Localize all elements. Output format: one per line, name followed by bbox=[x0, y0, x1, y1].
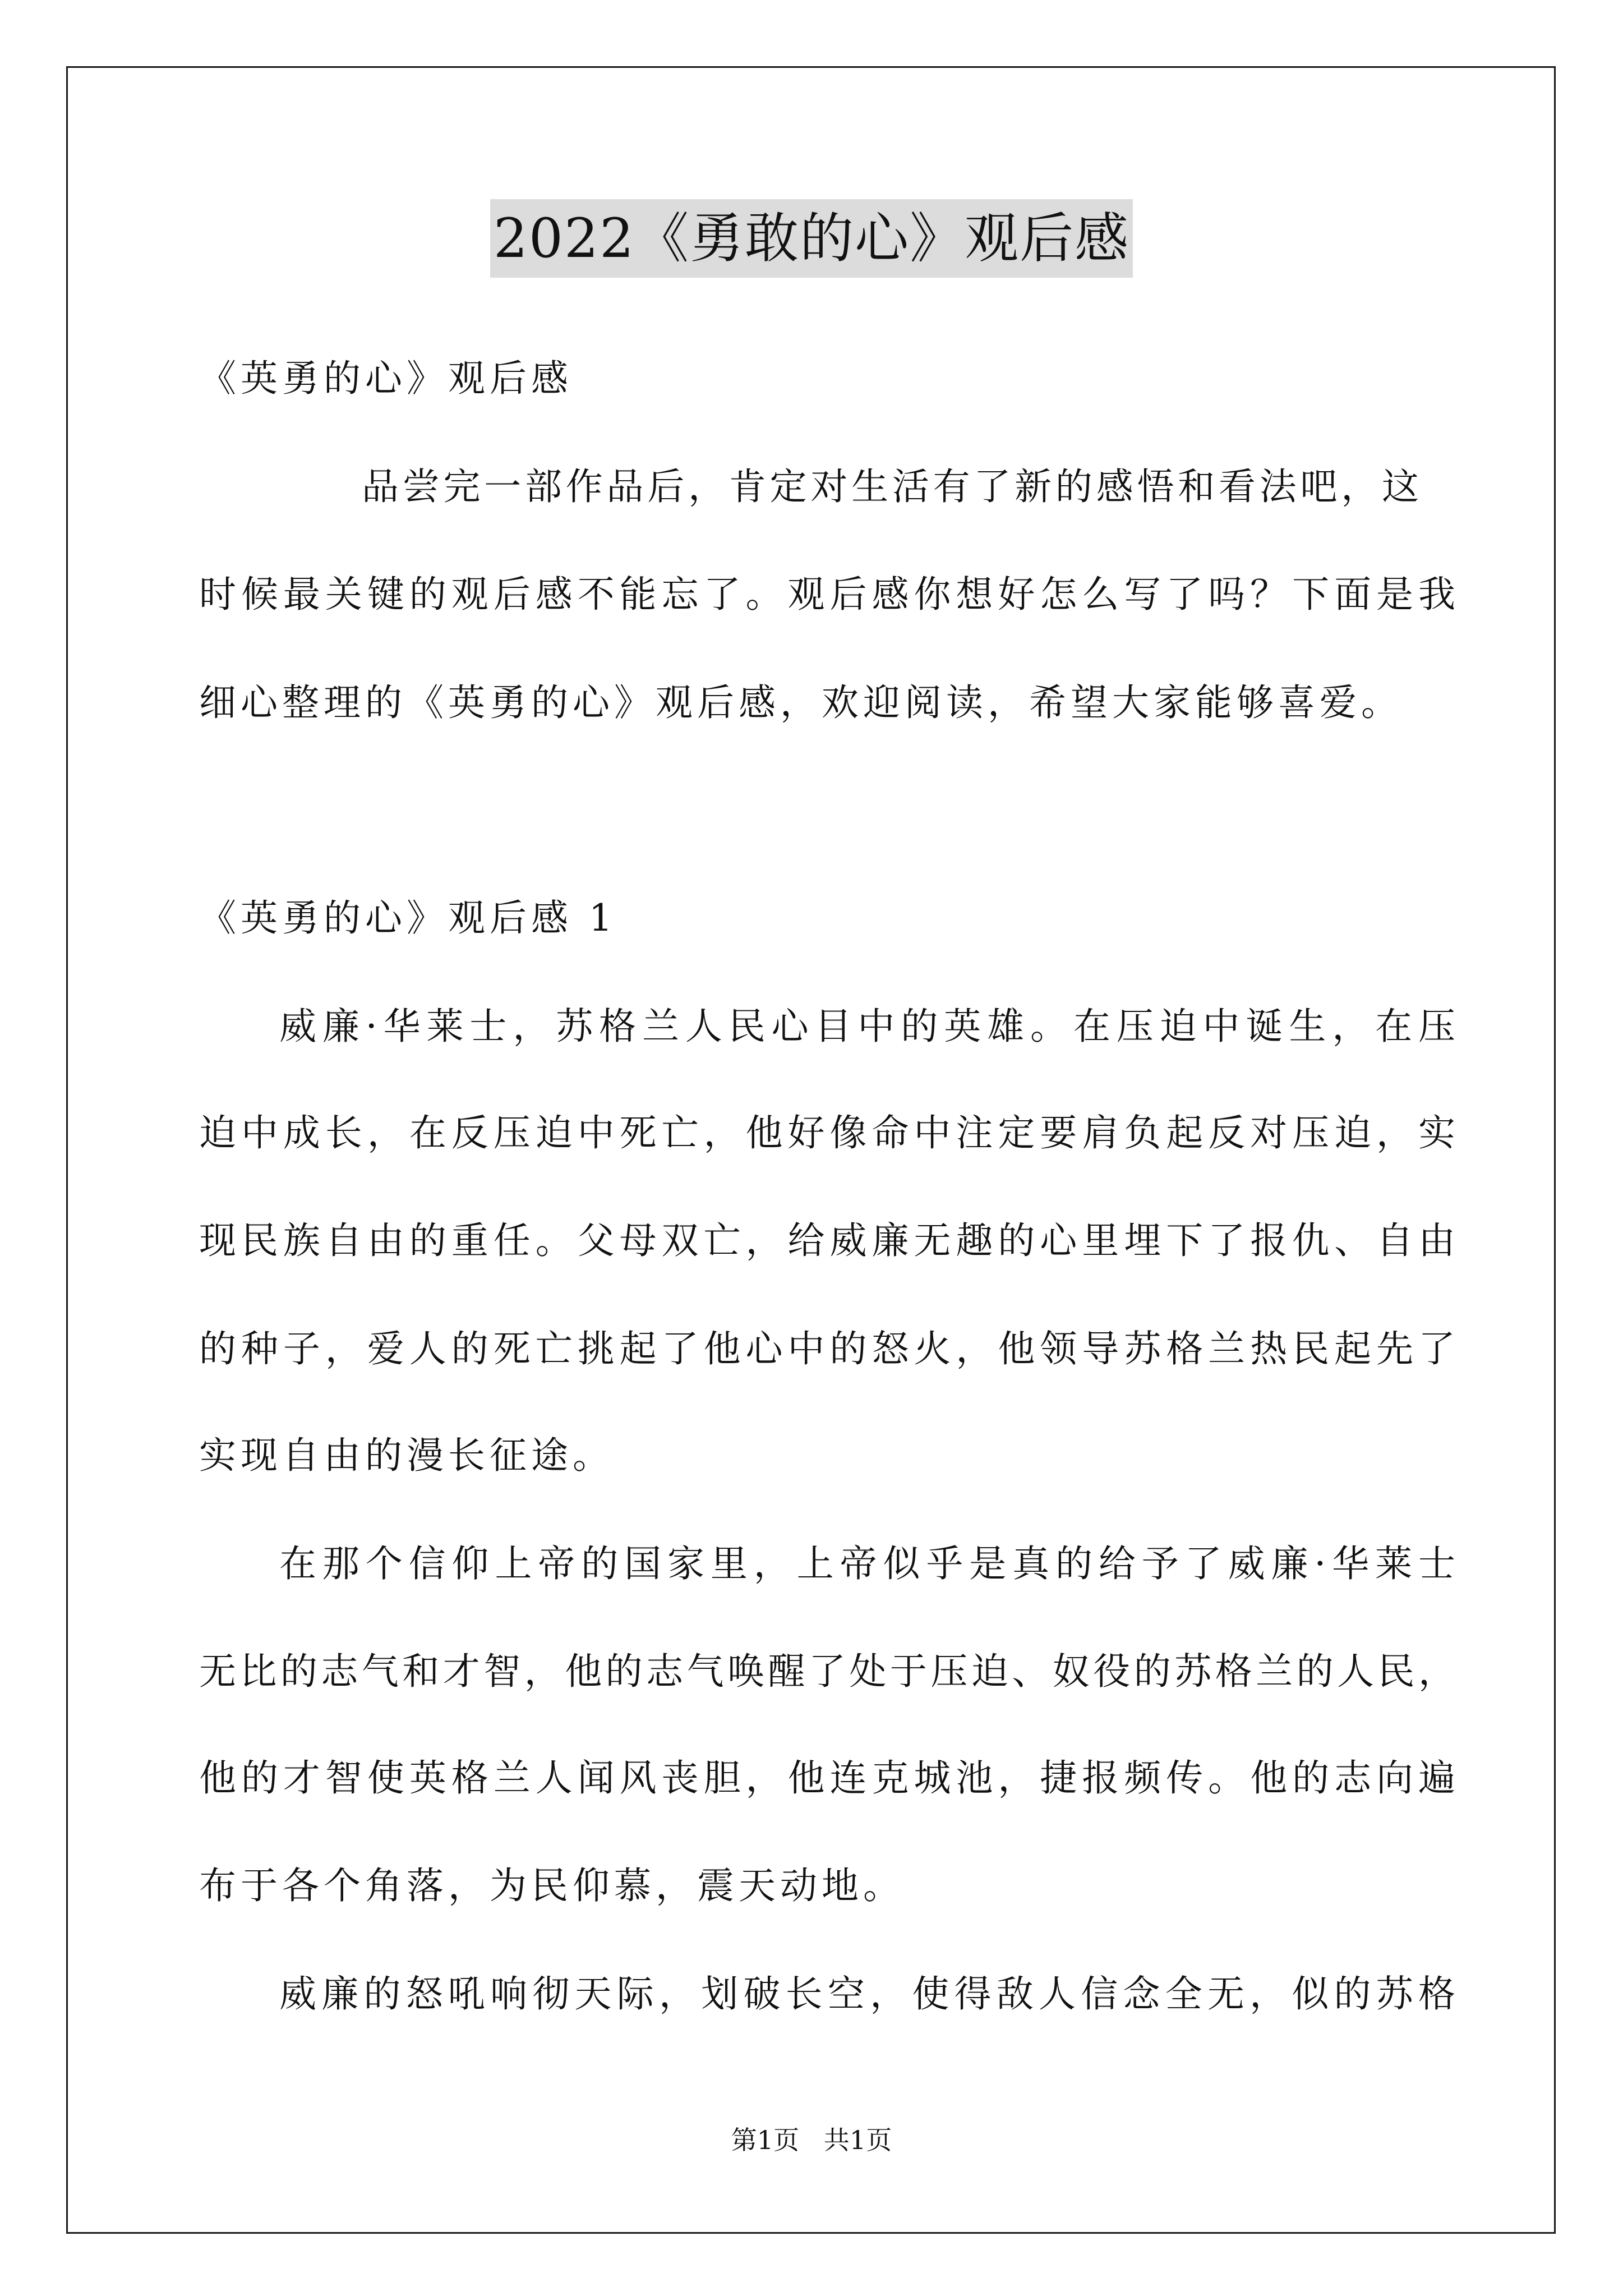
paragraph-line: 无比的志气和才智，他的志气唤醒了处于压迫、奴役的苏格兰的人民， bbox=[199, 1650, 1455, 1693]
paragraph-line: 的种子，爱人的死亡挑起了他心中的怒火，他领导苏格兰热民起先了 bbox=[199, 1327, 1455, 1370]
paragraph-line: 现民族自由的重任。父母双亡，给威廉无趣的心里埋下了报仇、自由 bbox=[199, 1219, 1455, 1262]
title-container bbox=[0, 199, 1623, 278]
intro-line: 品尝完一部作品后，肯定对生活有了新的感悟和看法吧，这 bbox=[362, 465, 1419, 508]
paragraph-line: 他的才智使英格兰人闻风丧胆，他连克城池，捷报频传。他的志向遍 bbox=[199, 1756, 1455, 1800]
paragraph-line: 在那个信仰上帝的国家里，上帝似乎是真的给予了威廉·华莱士 bbox=[279, 1542, 1455, 1585]
paragraph-line: 布于各个角落，为民仰慕，震天动地。 bbox=[199, 1864, 905, 1907]
document-title: 2022《勇敢的心》观后感 bbox=[490, 199, 1133, 278]
section-heading: 《英勇的心》观后感 1 bbox=[199, 896, 617, 940]
paragraph-line: 实现自由的漫长征途。 bbox=[199, 1434, 614, 1477]
paragraph-line: 迫中成长，在反压迫中死亡，他好像命中注定要肩负起反对压迫，实 bbox=[199, 1111, 1455, 1154]
subtitle: 《英勇的心》观后感 bbox=[199, 357, 573, 400]
page-number: 第1页 共1页 bbox=[731, 2125, 892, 2155]
intro-line: 细心整理的《英勇的心》观后感，欢迎阅读，希望大家能够喜爱。 bbox=[199, 681, 1403, 724]
paragraph-line: 威廉·华莱士，苏格兰人民心目中的英雄。在压迫中诞生，在压 bbox=[279, 1005, 1455, 1048]
paragraph-line: 威廉的怒吼响彻天际，划破长空，使得敌人信念全无，似的苏格 bbox=[279, 1972, 1455, 2016]
intro-line: 时候最关键的观后感不能忘了。观后感你想好怎么写了吗？下面是我 bbox=[199, 573, 1455, 616]
